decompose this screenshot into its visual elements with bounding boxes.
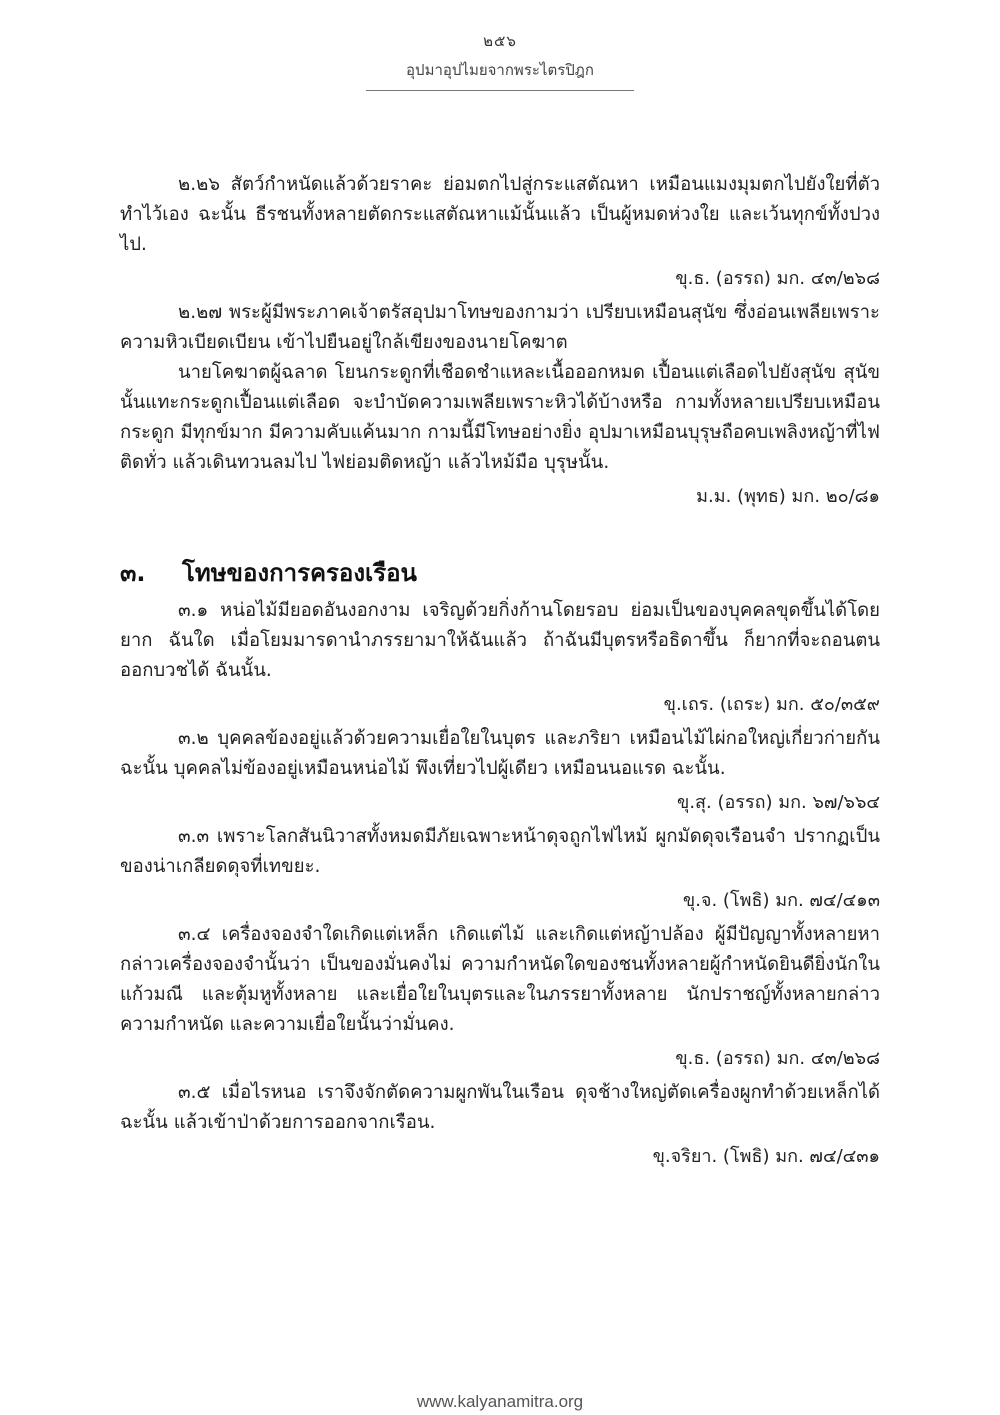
page-header <box>0 30 1000 91</box>
citation-3-1: ขุ.เถร. (เถระ) มก. ๕๐/๓๕๙ <box>663 694 880 715</box>
paragraph-2-27-continued: นายโคฆาตผู้ฉลาด โยนกระดูกที่เชือดชำแหละเนื้อออกหมด เปื้อนแต่เลือดไปยังสุนัข สุนัขนั้นแทะกระดูกเปื้อนแต่เลือด จะบำบัดความเพลียเพราะหิวได้บ้างหรือ กามทั้งหลายเปรียบเหมือนกระดูก มีทุกข์มาก มีความคับแค้นมาก กามนี้มีโทษอย่างยิ่ง อุปมาเหมือนบุรุษถือคบเพลิงหญ้าที่ไฟติดทั่ว แล้วเดินทวนลมไป ไฟย่อมติดหญ้า แล้วไหม้มือ บุรุษนั้น. <box>120 362 880 473</box>
running-title: อุปมาอุปไมยจากพระไตรปิฎก <box>406 61 594 79</box>
section-title: โทษของการครองเรือน <box>182 559 417 587</box>
page-body <box>120 170 880 1176</box>
citation-3-5: ขุ.จริยา. (โพธิ) มก. ๗๔/๔๓๑ <box>652 1146 880 1167</box>
section-heading <box>120 556 880 590</box>
paragraph-3-2: ๓.๒ บุคคลข้องอยู่แล้วด้วยความเยื่อใยในบุตร และภริยา เหมือนไม้ไผ่กอใหญ่เกี่ยวก่ายกัน ฉะนั้น บุคคลไม่ข้องอยู่เหมือนหน่อไม้ พึงเที่ยวไปผู้เดียว เหมือนนอแรด ฉะนั้น. <box>120 728 880 779</box>
citation-2-27: ม.ม. (พุทธ) มก. ๒๐/๘๑ <box>696 486 880 507</box>
citation-3-2: ขุ.สุ. (อรรถ) มก. ๖๗/๖๖๔ <box>677 792 880 813</box>
paragraph-3-1: ๓.๑ หน่อไม้มียอดอันงอกงาม เจริญด้วยกิ่งก้านโดยรอบ ย่อมเป็นของบุคคลขุดขึ้นได้โดยยาก ฉันใด เมื่อโยมมารดานำภรรยามาให้ฉันแล้ว ถ้าฉันมีบุตรหรือธิดาขึ้น ก็ยากที่จะถอนตนออกบวชได้ ฉันนั้น. <box>120 600 880 681</box>
paragraph-2-27: ๒.๒๗ พระผู้มีพระภาคเจ้าตรัสอุปมาโทษของกามว่า เปรียบเหมือนสุนัข ซึ่งอ่อนเพลียเพราะความหิวเบียดเบียน เข้าไปยืนอยู่ใกล้เขียงของนายโคฆาต <box>120 302 880 353</box>
section-number: ๓. <box>120 559 146 587</box>
citation-3-3: ขุ.จ. (โพธิ) มก. ๗๔/๔๑๓ <box>682 890 880 911</box>
header-divider <box>366 90 634 91</box>
paragraph-3-4: ๓.๔ เครื่องจองจำใดเกิดแต่เหล็ก เกิดแต่ไม้ และเกิดแต่หญ้าปล้อง ผู้มีปัญญาทั้งหลายหากล่าวเครื่องจองจำนั้นว่า เป็นของมั่นคงไม่ ความกำหนัดใดของชนทั้งหลายผู้กำหนัดยินดียิ่งนักในแก้วมณี และตุ้มหูทั้งหลาย และเยื่อใยในบุตรและในภรรยาทั้งหลาย นักปราชญ์ทั้งหลายกล่าวความกำหนัด และความเยื่อใยนั้นว่ามั่นคง. <box>120 924 880 1035</box>
paragraph-3-3: ๓.๓ เพราะโลกสันนิวาสทั้งหมดมีภัยเฉพาะหน้าดุจถูกไฟไหม้ ผูกมัดดุจเรือนจำ ปรากฏเป็นของน่าเกลียดดุจที่เทขยะ. <box>120 826 880 877</box>
page-number: ๒๕๖ <box>483 32 517 50</box>
citation-3-4: ขุ.ธ. (อรรถ) มก. ๔๓/๒๖๘ <box>675 1048 880 1069</box>
footer-url[interactable]: www.kalyanamitra.org <box>416 1392 584 1411</box>
paragraph-2-26: ๒.๒๖ สัตว์กำหนัดแล้วด้วยราคะ ย่อมตกไปสู่กระแสตัณหา เหมือนแมงมุมตกไปยังใยที่ตัวทำไว้เอง ฉะนั้น ธีรชนทั้งหลายตัดกระแสตัณหาแม้นั้นแล้ว เป็นผู้หมดห่วงใย และเว้นทุกข์ทั้งปวงไป. <box>120 174 880 255</box>
citation-2-26: ขุ.ธ. (อรรถ) มก. ๔๓/๒๖๘ <box>675 268 880 289</box>
paragraph-3-5: ๓.๕ เมื่อไรหนอ เราจึงจักตัดความผูกพันในเรือน ดุจช้างใหญ่ตัดเครื่องผูกทำด้วยเหล็กได้ ฉะนั้น แล้วเข้าป่าด้วยการออกจากเรือน. <box>120 1082 880 1133</box>
